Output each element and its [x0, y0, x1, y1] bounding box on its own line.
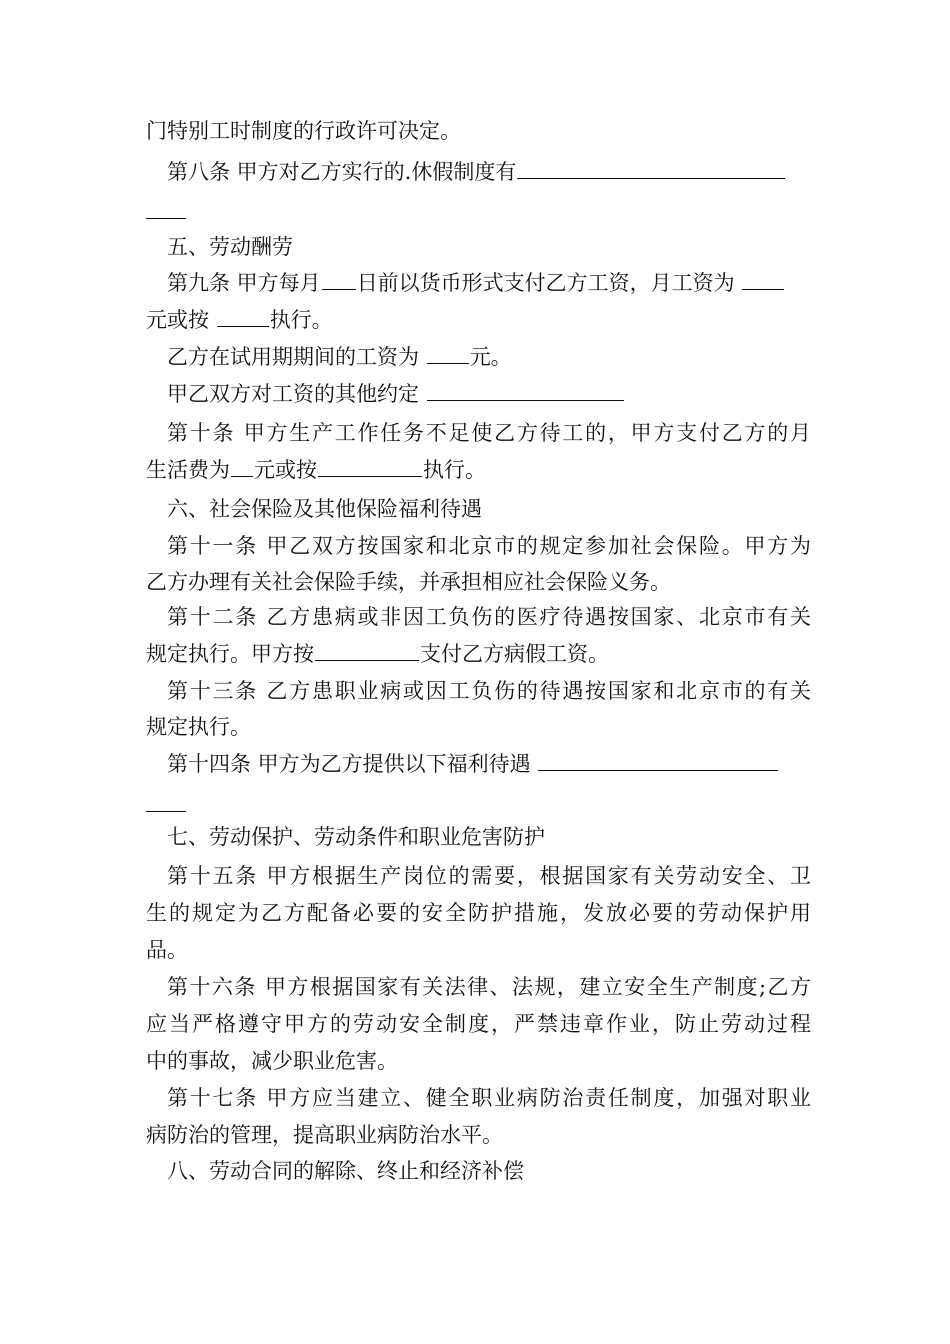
salary-other-terms-line: 甲乙双方对工资的其他约定: [167, 379, 811, 409]
article-8-continuation: [146, 197, 811, 227]
article-13-line: 第十三条 乙方患职业病或因工负伤的待遇按国家和北京市的有关: [167, 679, 811, 703]
article-15-line: 第十五条 甲方根据生产岗位的需要，根据国家有关劳动安全、卫: [167, 864, 811, 888]
fill-blank[interactable]: [427, 343, 469, 364]
article-16-end: 中的事故，减少职业危害。: [146, 1049, 398, 1073]
article-12-continuation: 规定执行。甲方按 支付乙方病假工资。: [146, 642, 609, 666]
fill-blank[interactable]: [517, 158, 785, 179]
fill-blank[interactable]: [538, 750, 778, 771]
article-10-continuation: 生活费为 元或按 执行。: [146, 458, 486, 482]
article-17-continuation: 病防治的管理，提高职业病防治水平。: [146, 1123, 503, 1147]
probation-salary-line: 乙方在试用期期间的工资为 元。: [167, 345, 512, 369]
fill-blank[interactable]: [318, 456, 422, 477]
section-heading-6: 六、社会保险及其他保险福利待遇: [167, 497, 482, 521]
fill-blank[interactable]: [146, 198, 186, 219]
fill-blank[interactable]: [231, 456, 253, 477]
article-17-line: 第十七条 甲方应当建立、健全职业病防治责任制度，加强对职业: [167, 1086, 811, 1110]
fill-blank[interactable]: [427, 380, 624, 401]
fill-blank[interactable]: [217, 306, 269, 327]
article-12-line: 第十二条 乙方患病或非因工负伤的医疗待遇按国家、北京市有关: [167, 605, 811, 629]
section-heading-7: 七、劳动保护、劳动条件和职业危害防护: [167, 825, 545, 849]
section-heading-5: 五、劳动酬劳: [167, 235, 293, 259]
article-15-end: 品。: [146, 938, 188, 962]
article-16-line: 第十六条 甲方根据国家有关法律、法规，建立安全生产制度;乙方: [167, 975, 811, 999]
article-9-continuation: 元或按 执行。: [146, 308, 333, 332]
fill-blank[interactable]: [146, 791, 186, 812]
section-heading-8: 八、劳动合同的解除、终止和经济补偿: [167, 1159, 524, 1183]
fill-blank[interactable]: [315, 640, 419, 661]
article-13-continuation: 规定执行。: [146, 715, 251, 739]
article-11-line: 第十一条 甲乙双方按国家和北京市的规定参加社会保险。甲方为: [167, 534, 811, 558]
article-9-line: 第九条 甲方每月 日前以货币形式支付乙方工资，月工资为: [167, 268, 811, 298]
article-14-line: 第十四条 甲方为乙方提供以下福利待遇: [167, 749, 811, 779]
fill-blank[interactable]: [742, 269, 784, 290]
text-line: 门特别工时制度的行政许可决定。: [146, 119, 461, 143]
article-8-line: 第八条 甲方对乙方实行的.休假制度有: [167, 157, 811, 187]
article-10-line: 第十条 甲方生产工作任务不足使乙方待工的，甲方支付乙方的月: [167, 421, 811, 445]
article-11-continuation: 乙方办理有关社会保险手续，并承担相应社会保险义务。: [146, 570, 671, 594]
fill-blank[interactable]: [322, 269, 356, 290]
article-14-continuation: [146, 790, 811, 820]
article-16-continuation: 应当严格遵守甲方的劳动安全制度，严禁违章作业，防止劳动过程: [146, 1012, 811, 1036]
article-15-continuation: 生的规定为乙方配备必要的安全防护措施，发放必要的劳动保护用: [146, 901, 811, 925]
